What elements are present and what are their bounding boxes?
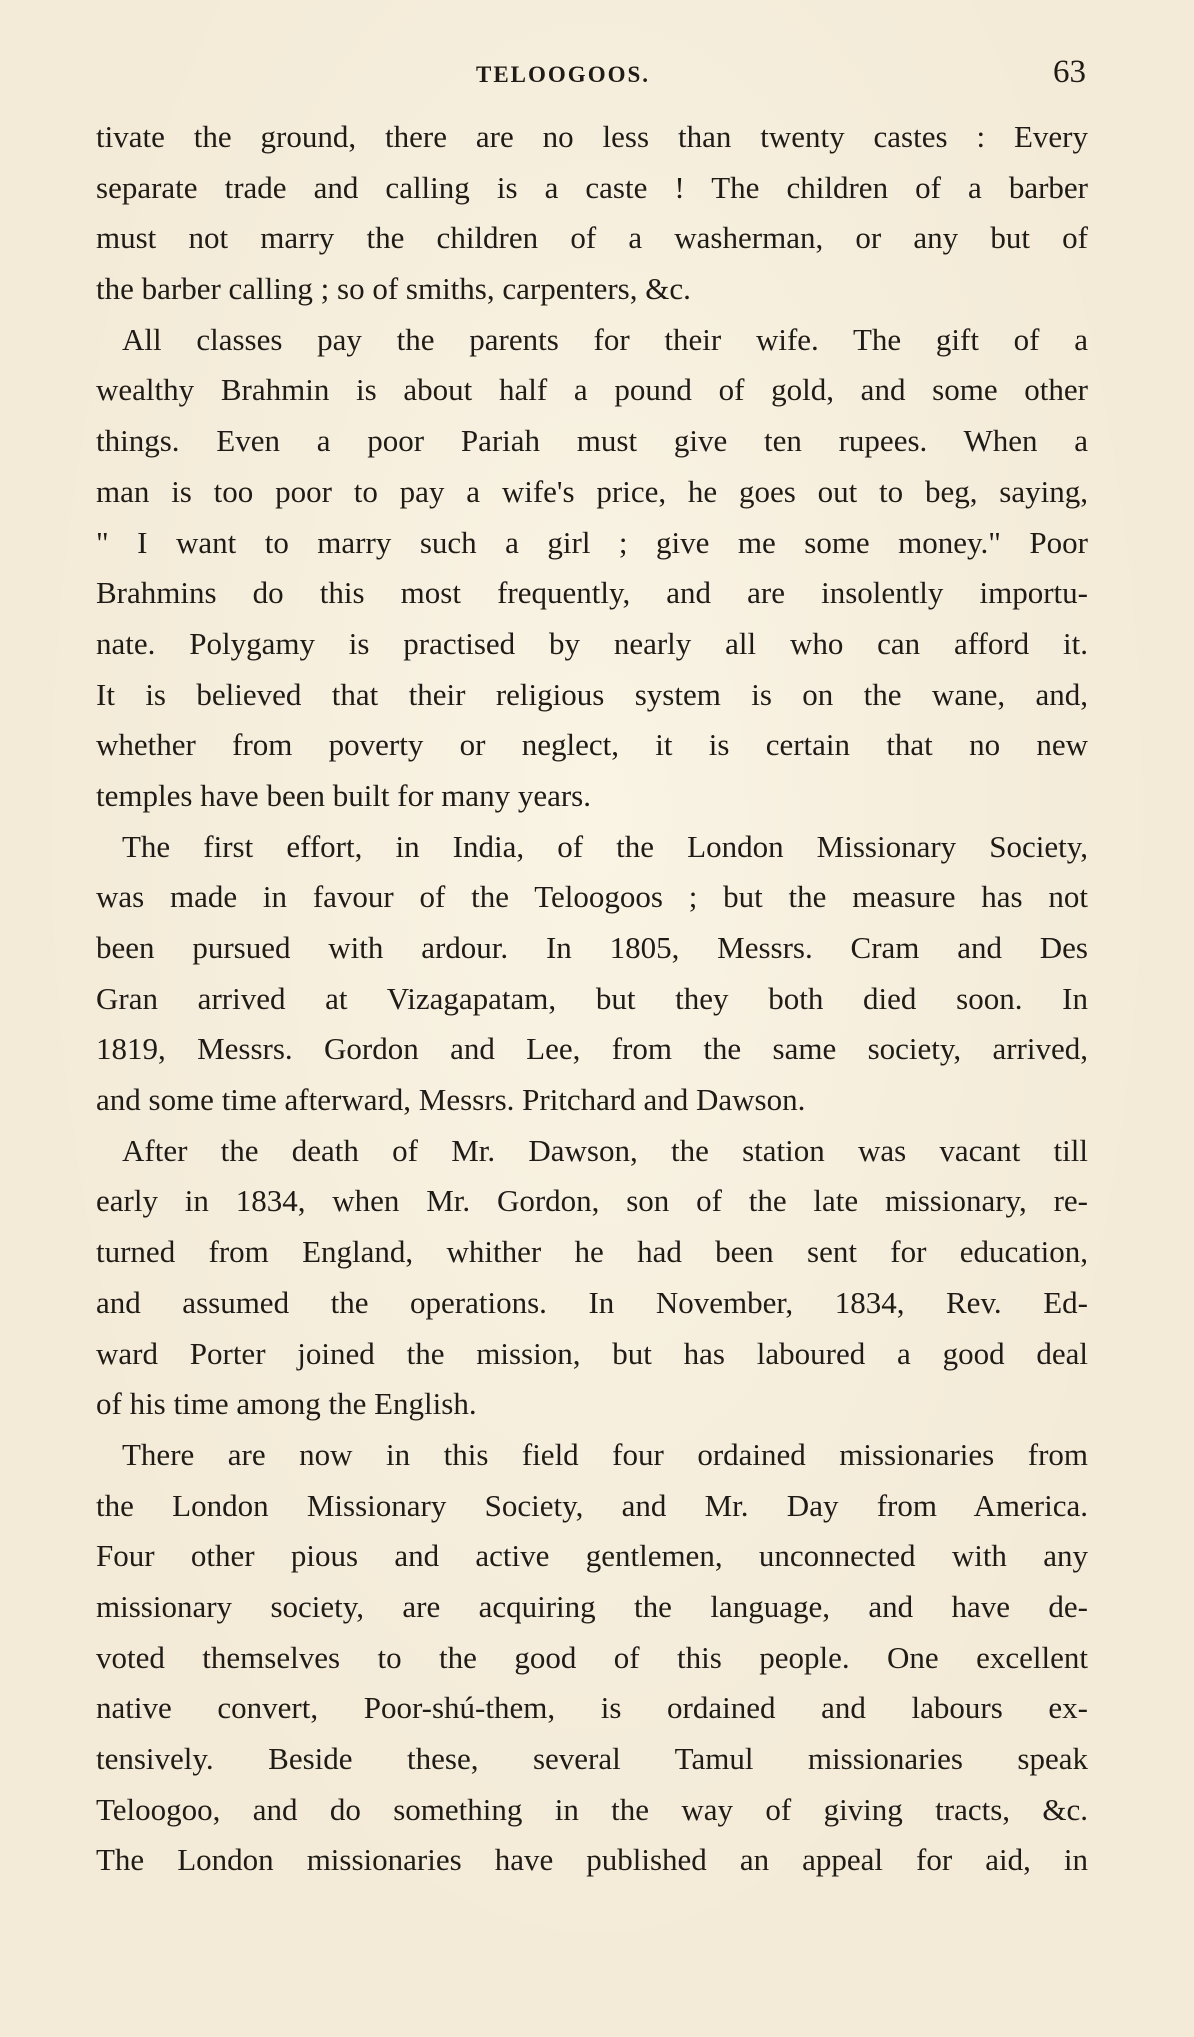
text-line: " I want to marry such a girl ; give me some money." Poor [96,524,1088,560]
text-line: 1819, Messrs. Gordon and Lee, from the same society, arrived, [96,1031,1088,1067]
text-line: must not marry the children of a washerman, or any but of [96,220,1088,256]
text-line: nate. Polygamy is practised by nearly all who can afford it. [96,625,1088,661]
text-line: whether from poverty or neglect, it is certain that no new [96,727,1088,763]
page-number: 63 [1053,54,1086,90]
running-title: TELOOGOOS. [476,62,651,87]
text-line: The London missionaries have published an appeal for aid, in [96,1842,1088,1878]
text-line: native convert, Poor-shú-them, is ordained and labours ex- [96,1690,1088,1726]
text-line: man is too poor to pay a wife's price, he goes out to beg, saying, [96,473,1088,509]
text-line: Gran arrived at Vizagapatam, but they both died soon. In [96,980,1088,1016]
text-line: was made in favour of the Teloogoos ; but the measure has not [96,879,1088,915]
text-line: voted themselves to the good of this people. One excellent [96,1639,1088,1675]
text-line: All classes pay the parents for their wife. The gift of a [122,321,1088,357]
text-line: and assumed the operations. In November, 1834, Rev. Ed- [96,1284,1088,1320]
text-line: separate trade and calling is a caste ! The children of a barber [96,169,1088,205]
text-line: Four other pious and active gentlemen, unconnected with any [96,1538,1088,1574]
text-line: Teloogoo, and do something in the way of giving tracts, &c. [96,1791,1088,1827]
body-text [96,112,1088,1886]
text-line: the barber calling ; so of smiths, carpenters, &c. [96,271,691,307]
text-line: temples have been built for many years. [96,777,591,813]
text-line: the London Missionary Society, and Mr. Day from America. [96,1487,1088,1523]
text-line: It is believed that their religious system is on the wane, and, [96,676,1088,712]
text-line: wealthy Brahmin is about half a pound of gold, and some other [96,372,1088,408]
text-line: been pursued with ardour. In 1805, Messrs. Cram and Des [96,930,1088,965]
text-line: ward Porter joined the mission, but has laboured a good deal [96,1335,1088,1371]
text-line: turned from England, whither he had been sent for education, [96,1234,1088,1270]
running-head [96,52,1086,102]
text-line: tivate the ground, there are no less than twenty castes : Every [96,119,1088,154]
text-line: and some time afterward, Messrs. Pritchard and Dawson. [96,1082,806,1118]
text-line: tensively. Beside these, several Tamul missionaries speak [96,1741,1088,1776]
text-line: The first effort, in India, of the London Missionary Society, [122,828,1088,864]
text-line: After the death of Mr. Dawson, the station was vacant till [122,1132,1088,1168]
text-line: early in 1834, when Mr. Gordon, son of the late missionary, re- [96,1183,1088,1219]
text-line: There are now in this field four ordained missionaries from [122,1436,1088,1472]
text-line: of his time among the English. [96,1386,477,1422]
text-line: Brahmins do this most frequently, and are insolently importu- [96,575,1088,611]
text-line: things. Even a poor Pariah must give ten rupees. When a [96,423,1088,459]
text-line: missionary society, are acquiring the language, and have de- [96,1588,1088,1624]
